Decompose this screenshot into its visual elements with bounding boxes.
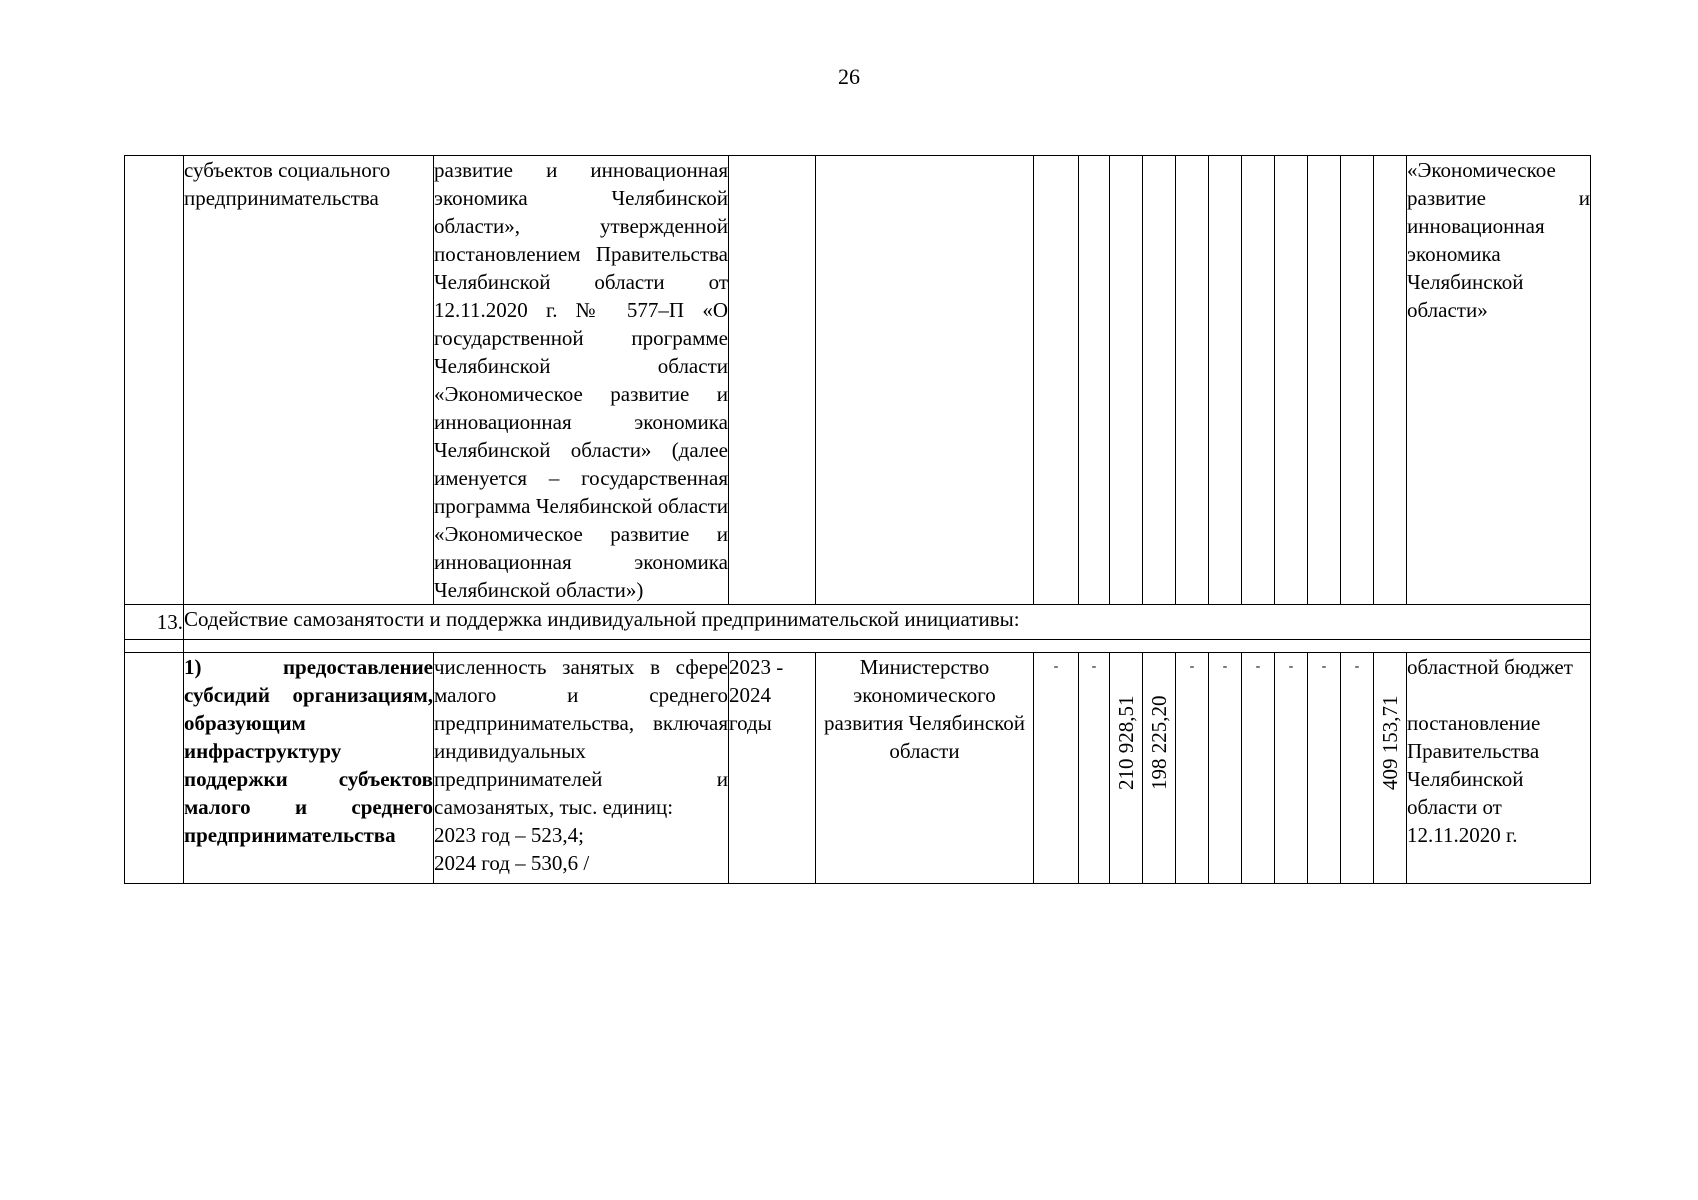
section-heading-row [125, 605, 1591, 640]
cell-number [125, 653, 184, 884]
measure-text: субъектов социального предпринимательства [184, 158, 391, 210]
cell-period [729, 653, 816, 884]
cell-amount [1110, 653, 1143, 884]
amount-value: - [1255, 659, 1261, 674]
cell-amount [1308, 156, 1341, 605]
cell-amount [1341, 653, 1374, 884]
basis-text: постановление Правительства Челябинской области от 12.11.2020 г. [1407, 711, 1541, 847]
amount-value: - [1354, 659, 1360, 674]
cell-amount-total [1374, 156, 1407, 605]
indicator-line: 2024 год – 530,6 / [434, 851, 590, 875]
amount-value: - [1222, 659, 1228, 674]
cell-measure [184, 156, 434, 605]
amount-value: - [1189, 659, 1195, 674]
cell-amount [1110, 156, 1143, 605]
table-row-continuation [125, 156, 1591, 605]
cell-amount [1143, 156, 1176, 605]
cell-number [125, 156, 184, 605]
cell-executor [816, 156, 1034, 605]
table-row-measure-1 [125, 653, 1591, 884]
basis-text: «Экономическое развитие и инновационная экономика Челябинской области» [1407, 158, 1590, 322]
amount-value: - [1288, 659, 1294, 674]
cell-amount [1143, 653, 1176, 884]
cell-amount [1079, 156, 1110, 605]
measure-text: 1) предоставление субсидий организациям, образующим инфраструктуру поддержки субъектов малого и среднего предпринимательства [184, 655, 433, 847]
amount-value: 210 928,51 [1114, 695, 1138, 790]
period-text: 2023 - 2024 годы [729, 655, 784, 735]
cell-amount-total [1374, 653, 1407, 884]
cell-amount [1209, 653, 1242, 884]
executor-text: Министерство экономического развития Челябинской области [823, 655, 1026, 763]
cell-indicator [434, 156, 729, 605]
amount-value: 198 225,20 [1147, 695, 1171, 790]
cell-basis [1407, 653, 1591, 884]
cell-period [729, 156, 816, 605]
cell-basis [1407, 156, 1591, 605]
cell-measure [184, 653, 434, 884]
cell-amount [1176, 156, 1209, 605]
cell-amount [1034, 653, 1079, 884]
source-text: областной бюджет [1407, 655, 1573, 679]
indicator-text: развитие и инновационная экономика Челябинской области», утвержденной постановлением Правительства Челябинской области от 12.11.2020 г. № 577–П «О государственной программе Челябинской области «Экономическое развитие и инновационная экономика Челябинской области» (далее именуется – государственная программа Челябинской области «Экономическое развитие и инновационная экономика Челябинской области») [434, 158, 728, 602]
indicator-line: численность занятых в сфере малого и среднего предпринимательства, включая индивидуальных предпринимателей и самозанятых, тыс. единиц: [434, 655, 728, 819]
spacer-row [125, 640, 1591, 653]
cell-executor [816, 653, 1034, 884]
cell-amount [1209, 156, 1242, 605]
indicator-line: 2023 год – 523,4; [434, 823, 585, 847]
cell-indicator [434, 653, 729, 884]
cell-amount [1176, 653, 1209, 884]
section-number: 13. [125, 605, 184, 640]
cell-amount [1341, 156, 1374, 605]
amount-total-value: 409 153,71 [1378, 695, 1402, 790]
cell-amount [1275, 653, 1308, 884]
amount-value: - [1091, 659, 1097, 674]
cell-amount [1242, 653, 1275, 884]
cell-amount [1079, 653, 1110, 884]
cell-amount [1034, 156, 1079, 605]
cell-amount [1275, 156, 1308, 605]
section-title: Содействие самозанятости и поддержка индивидуальной предпринимательской инициативы: [184, 605, 1591, 640]
cell-amount [1242, 156, 1275, 605]
program-table [124, 155, 1591, 884]
amount-value: - [1321, 659, 1327, 674]
cell-amount [1308, 653, 1341, 884]
amount-value: - [1053, 659, 1059, 674]
page-number: 26 [838, 64, 860, 89]
